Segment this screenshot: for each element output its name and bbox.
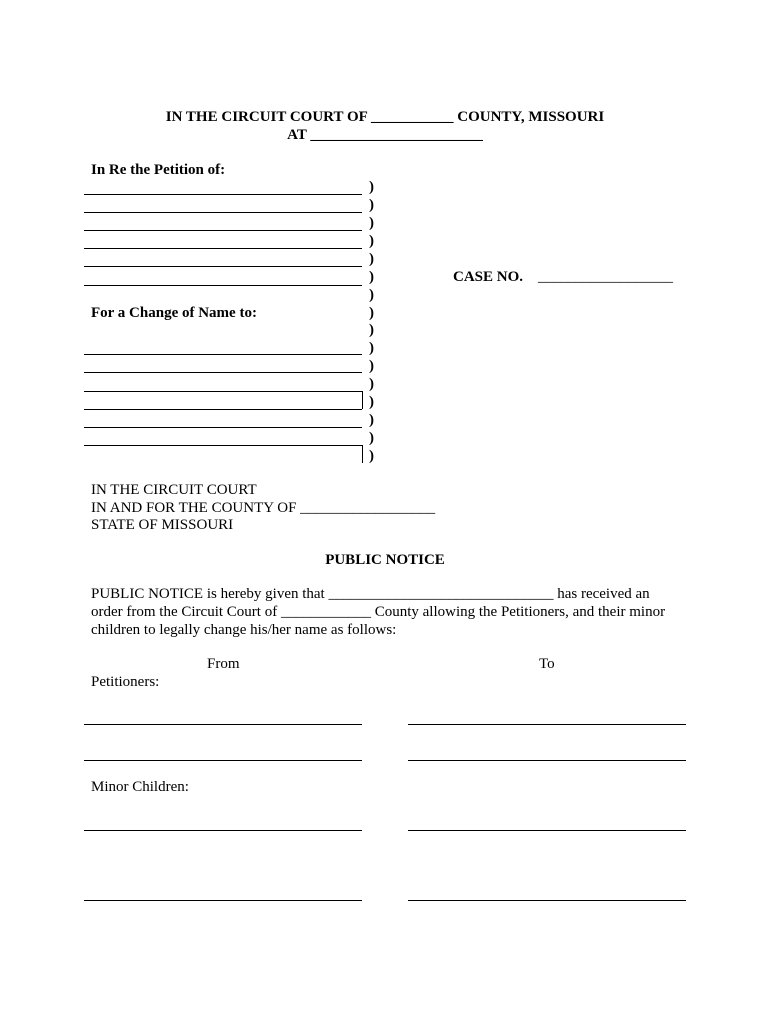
new-name-line[interactable]	[84, 445, 362, 446]
caption-paren: )	[369, 269, 374, 285]
field-box-edge	[362, 391, 363, 409]
caption-paren: )	[369, 179, 374, 195]
field-box-edge	[362, 445, 363, 463]
caption-paren: )	[369, 233, 374, 249]
caption-paren: )	[369, 251, 374, 267]
court-block-county-field: IN AND FOR THE COUNTY OF __________________	[91, 500, 436, 516]
notice-paragraph-line: children to legally change his/her name as follows:	[91, 622, 397, 638]
case-number-field[interactable]: __________________	[538, 269, 673, 285]
to-column-header: To	[539, 656, 555, 672]
court-location-heading: AT _______________________	[287, 127, 483, 143]
minor-child-to-line[interactable]	[408, 830, 686, 831]
in-re-label: In Re the Petition of:	[91, 162, 226, 178]
caption-paren: )	[369, 322, 374, 338]
from-column-header: From	[207, 656, 240, 672]
caption-paren: )	[369, 394, 374, 410]
petitioner-from-line[interactable]	[84, 724, 362, 725]
court-block-state: STATE OF MISSOURI	[91, 517, 234, 533]
minor-children-label: Minor Children:	[91, 779, 189, 795]
petitioner-to-line[interactable]	[408, 760, 686, 761]
caption-paren: )	[369, 358, 374, 374]
petitioners-label: Petitioners:	[91, 674, 160, 690]
caption-paren: )	[369, 412, 374, 428]
caption-paren: )	[369, 305, 374, 321]
petitioner-line[interactable]	[84, 285, 362, 286]
new-name-line[interactable]	[84, 427, 362, 428]
court-block-line1: IN THE CIRCUIT COURT	[91, 482, 257, 498]
caption-paren: )	[369, 197, 374, 213]
new-name-line[interactable]	[84, 372, 362, 373]
caption-paren: )	[369, 287, 374, 303]
petitioner-line[interactable]	[84, 212, 362, 213]
notice-paragraph-line: order from the Circuit Court of ____________ County allowing the Petitioners, and their minor	[91, 604, 666, 620]
case-number-label: CASE NO.	[453, 269, 524, 285]
court-heading: IN THE CIRCUIT COURT OF ___________ COUNTY, MISSOURI	[165, 109, 605, 125]
petitioner-from-line[interactable]	[84, 760, 362, 761]
minor-child-from-line[interactable]	[84, 830, 362, 831]
petitioner-to-line[interactable]	[408, 724, 686, 725]
caption-paren: )	[369, 448, 374, 464]
caption-paren: )	[369, 430, 374, 446]
caption-paren: )	[369, 376, 374, 392]
change-name-label: For a Change of Name to:	[91, 305, 257, 321]
minor-child-to-line[interactable]	[408, 900, 686, 901]
new-name-line[interactable]	[84, 391, 362, 392]
caption-paren: )	[369, 215, 374, 231]
new-name-line[interactable]	[84, 354, 362, 355]
petitioner-line[interactable]	[84, 230, 362, 231]
petitioner-line[interactable]	[84, 248, 362, 249]
new-name-line[interactable]	[84, 409, 362, 410]
petitioner-line[interactable]	[84, 266, 362, 267]
petitioner-line[interactable]	[84, 194, 362, 195]
public-notice-title: PUBLIC NOTICE	[325, 552, 445, 568]
caption-paren: )	[369, 340, 374, 356]
notice-paragraph-line: PUBLIC NOTICE is hereby given that ______________________________ has received an	[91, 586, 650, 602]
minor-child-from-line[interactable]	[84, 900, 362, 901]
